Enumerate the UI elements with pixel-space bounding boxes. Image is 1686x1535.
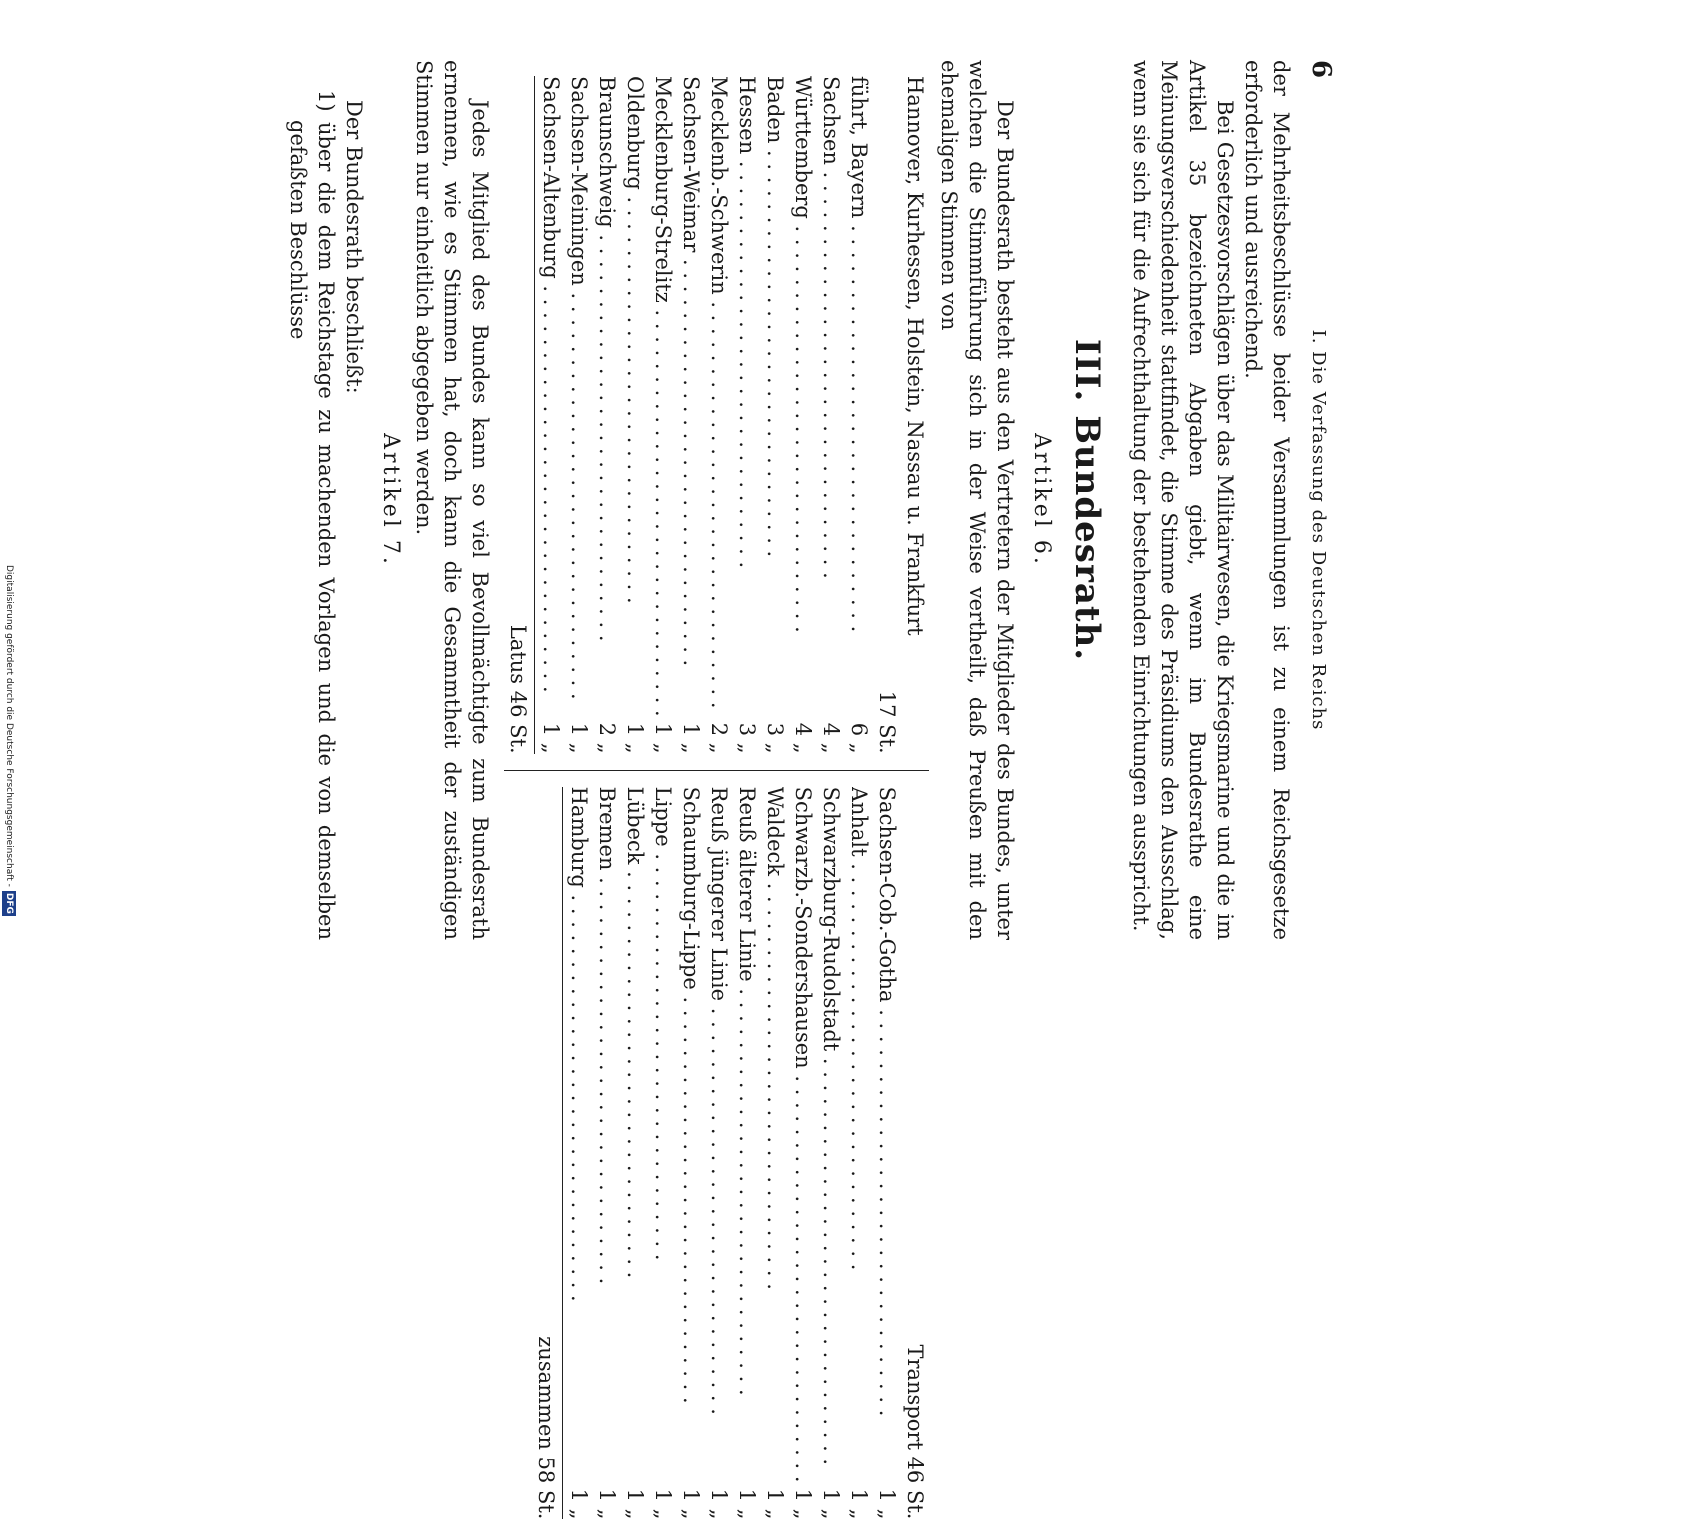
state-name: Mecklenburg-Strelitz . . . — [649, 76, 677, 717]
state-votes: 4 „ — [791, 722, 815, 754]
state-name: Waldeck . . . — [761, 787, 789, 1290]
running-title: I. Die Verfassung des Deutschen Reichs — [1308, 329, 1329, 731]
vote-row — [649, 787, 677, 1520]
state-name: Schaumburg-Lippe . . . — [677, 787, 705, 1404]
state-votes: 1 „ — [567, 722, 591, 754]
state-votes: 1 „ — [791, 1488, 815, 1520]
state-votes: 1 „ — [679, 722, 703, 754]
state-name: Baden . . . — [761, 76, 789, 557]
state-votes: 1 „ — [623, 1488, 647, 1520]
state-votes: 1 „ — [763, 1488, 787, 1520]
running-head — [1295, 60, 1335, 940]
state-name: Schwarzburg-Rudolstadt . . . — [817, 787, 845, 1465]
state-name: Braunschweig . . . — [593, 76, 621, 642]
state-votes: 1 „ — [595, 1488, 619, 1520]
state-name: Lippe . . . — [649, 787, 677, 1261]
state-name: Mecklenb.-Schwerin . . . — [705, 76, 733, 709]
transport-carry: Transport 46 St. — [903, 1344, 927, 1520]
state-name: Anhalt . . . — [845, 787, 873, 1271]
article-7-item-1: 1) über die dem Reichstage zu machenden Vorlagen und die von demselben gefaßten Beschlüsse — [286, 90, 338, 940]
vote-row — [537, 76, 565, 754]
digitization-credit — [2, 565, 16, 995]
state-name: Sachsen-Weimar . . . — [677, 76, 705, 666]
state-votes: 1 „ — [847, 1488, 871, 1520]
state-name: Bremen . . . — [593, 787, 621, 1285]
vote-row — [873, 787, 901, 1520]
state-votes: 3 „ — [763, 722, 787, 754]
vote-row — [733, 787, 761, 1520]
votes-right-column — [504, 771, 929, 1535]
prussia-votes: 17 St. — [875, 690, 899, 754]
vote-row — [677, 76, 705, 754]
section-heading: III. Bundesrath. — [1067, 338, 1107, 662]
state-votes: 1 „ — [735, 1488, 759, 1520]
vote-row — [761, 76, 789, 754]
state-name: Sachsen-Meiningen . . . — [565, 76, 593, 700]
state-name: Reuß älterer Linie . . . — [733, 787, 761, 1396]
article-7-heading: Artikel 7. — [378, 433, 403, 567]
vote-row — [565, 787, 593, 1520]
article-7-intro: Der Bundesrath beschließt: — [342, 100, 366, 394]
page-number: 6 — [1306, 60, 1336, 79]
vote-row — [761, 787, 789, 1520]
vote-row — [817, 76, 845, 754]
state-name: Sachsen-Altenburg . . . — [537, 76, 565, 693]
intro-paragraph-1: der Mehrheitsbeschlüsse beider Versammlungen ist zu einem Reichsgesetze erforderlich und ausreichend. — [1241, 60, 1293, 940]
vote-row — [789, 76, 817, 754]
state-votes: 1 „ — [679, 1488, 703, 1520]
vote-row — [705, 787, 733, 1520]
state-name: Oldenburg . . . — [621, 76, 649, 604]
book-page — [0, 20, 1355, 1520]
state-votes: 1 „ — [707, 1488, 731, 1520]
vote-row — [789, 787, 817, 1520]
article-6-text: Der Bundesrath besteht aus den Vertretern der Mitglieder des Bundes, unter welchen die Stimmführung sich in der Weise vertheilt, daß Preußen mit den ehemaligen Stimmen von — [937, 60, 1017, 940]
credit-text: Digitalisierung gefördert durch die Deutsche Forschungsgemeinschaft - — [4, 565, 14, 887]
state-votes: 1 „ — [651, 722, 675, 754]
state-votes: 1 „ — [623, 722, 647, 754]
state-votes: 3 „ — [735, 722, 759, 754]
state-name: Sachsen . . . — [817, 76, 845, 579]
state-name: Lübeck . . . — [621, 787, 649, 1279]
vote-row — [621, 76, 649, 754]
vote-row — [593, 76, 621, 754]
state-votes: 1 „ — [819, 1488, 843, 1520]
state-votes: 4 „ — [819, 722, 843, 754]
votes-table — [504, 60, 929, 1520]
state-votes: 2 „ — [707, 722, 731, 754]
intro-paragraph-2: Bei Gesetzesvorschlägen über das Militairwesen, die Kriegsmarine und die im Artikel 35 bezeichneten Abgaben giebt, wenn im Bundesrathe eine Meinungsverschiedenheit stattfindet, die Stimme des Präsidiums den Ausschlag, wenn sie sich für die Aufrechthaltung der bestehenden Einrichtungen ausspricht. — [1129, 60, 1237, 940]
vote-row — [733, 76, 761, 754]
state-votes: 2 „ — [595, 722, 619, 754]
votes-left-column — [504, 60, 929, 771]
state-name: Schwarzb.-Sondershausen . . . — [789, 787, 817, 1483]
state-votes: 6 „ — [847, 722, 871, 754]
state-name: Württemberg . . . — [789, 76, 817, 633]
state-name: führt, Bayern . . . — [845, 76, 873, 632]
vote-row — [817, 787, 845, 1520]
state-votes: 1 „ — [651, 1488, 675, 1520]
zusammen-sum: zusammen 58 St. — [532, 787, 563, 1520]
vote-row — [845, 76, 873, 754]
dfg-logo: DFG — [4, 892, 14, 914]
state-votes: 1 „ — [567, 1488, 591, 1520]
vote-row — [845, 787, 873, 1520]
state-name: Hamburg . . . — [565, 787, 593, 1302]
vote-row — [621, 787, 649, 1520]
state-name: Sachsen-Cob.-Gotha . . . — [873, 787, 901, 1417]
latus-sum: Latus 46 St. — [504, 76, 535, 754]
vote-row — [677, 787, 705, 1520]
vote-row — [593, 787, 621, 1520]
state-votes: 1 „ — [875, 1488, 899, 1520]
article-6-heading: Artikel 6. — [1029, 433, 1054, 567]
prussia-states: Hannover, Kurhessen, Holstein, Nassau u. Frankfurt — [903, 76, 927, 636]
state-name: Reuß jüngerer Linie . . . — [705, 787, 733, 1415]
vote-row — [649, 76, 677, 754]
state-name: Hessen . . . — [733, 76, 761, 568]
state-votes: 1 „ — [539, 722, 563, 754]
vote-row — [565, 76, 593, 754]
article-6-closing: Jedes Mitglied des Bundes kann so viel Bevollmächtigte zum Bundesrath ernennen, wie es Stimmen hat, doch kann die Gesammtheit der zuständigen Stimmen nur einheitlich abgegeben werden. — [412, 60, 492, 940]
vote-row — [705, 76, 733, 754]
